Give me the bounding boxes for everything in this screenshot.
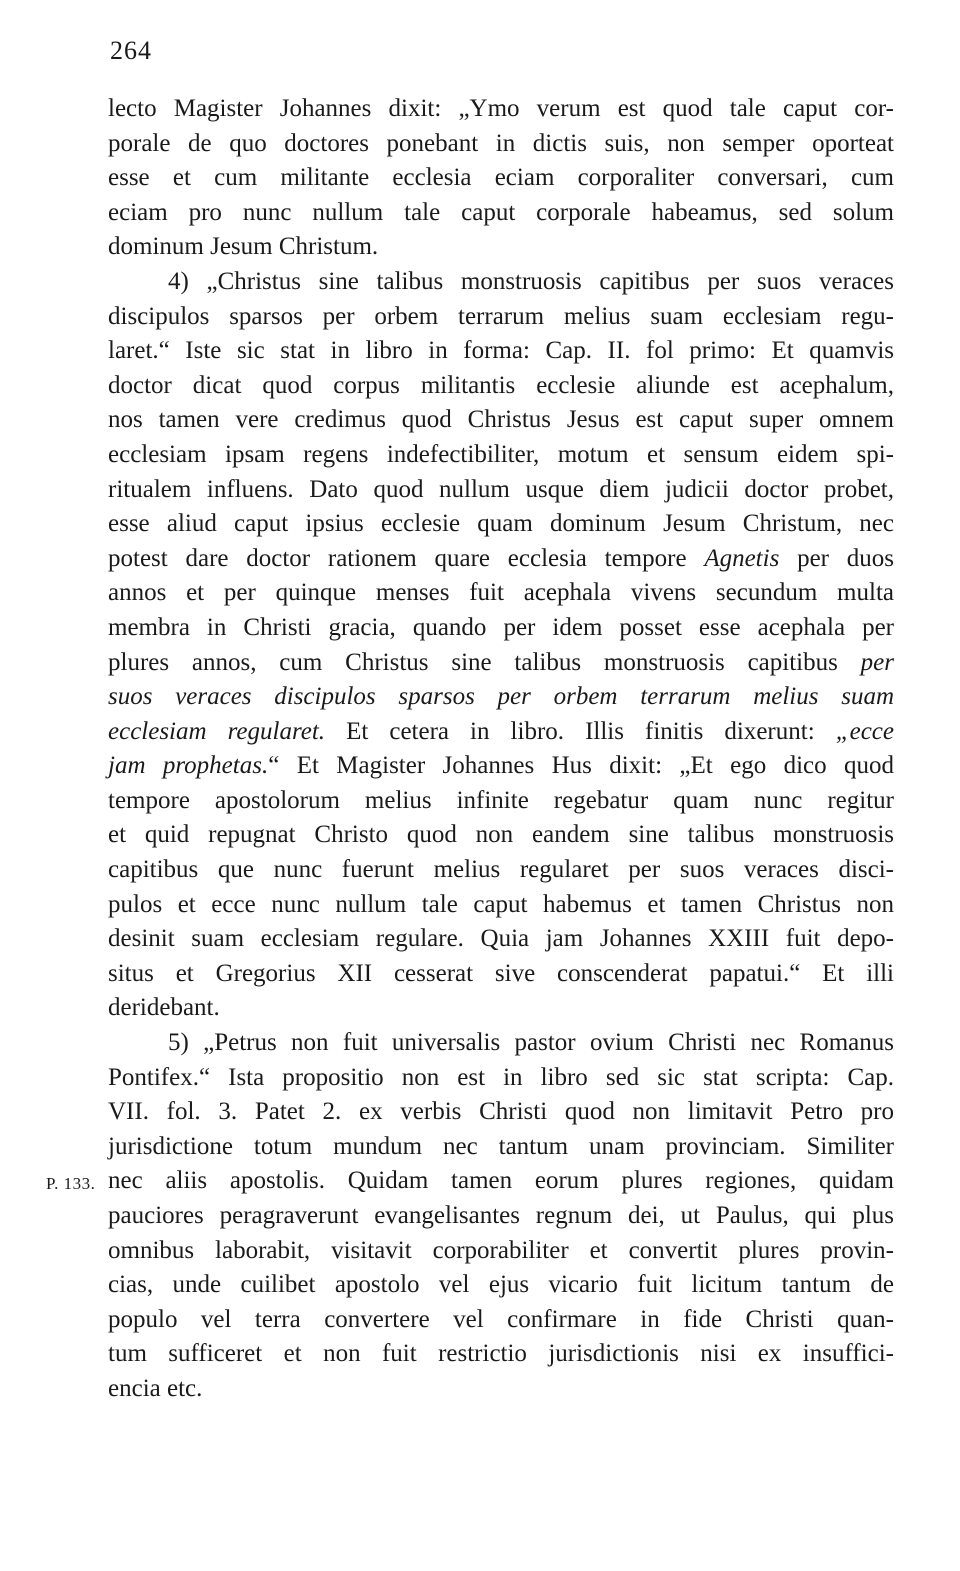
text-segment: desinit suam ecclesiam regulare. Quia jam Johannes XXIII fuit depo- [108,925,894,953]
text-line [108,1026,894,1061]
text-segment: Et cetera in libro. Illis finitis dixerunt: [325,717,836,745]
text-segment: tempore apostolorum melius infinite regebatur quam nunc regitur [108,786,894,814]
text-line [108,161,894,196]
page-number: 264 [110,36,152,65]
text-line [108,749,894,784]
text-line [108,646,894,681]
text-segment: per duos [779,544,894,572]
text-line [108,1268,894,1303]
text-line [108,991,894,1026]
text-line [108,957,894,992]
text-line [108,1337,894,1372]
text-segment: 4) „Christus sine talibus monstruosis capitibus per suos veraces [168,267,894,295]
italic-text: jam prophetas. [108,752,269,780]
text-line [108,542,894,577]
text-segment: omnibus laborabit, visitavit corporabiliter et convertit plures provin- [108,1236,894,1264]
text-line [108,1234,894,1269]
text-line [108,438,894,473]
text-segment: 5) „Petrus non fuit universalis pastor ovium Christi nec Romanus [168,1029,894,1057]
text-segment: cias, unde cuilibet apostolo vel ejus vicario fuit licitum tantum de [108,1271,894,1299]
text-segment: laret.“ Iste sic stat in libro in forma: Cap. II. fol primo: Et quamvis [108,337,894,365]
body-text [108,92,894,1407]
text-line [108,1164,894,1199]
italic-text: ecclesiam regularet. [108,717,326,745]
text-segment: ritualem influens. Dato quod nullum usque diem judicii doctor probet, [108,475,894,503]
text-line [108,853,894,888]
italic-text: per [860,648,894,676]
text-line [108,576,894,611]
text-line [108,611,894,646]
text-line [108,888,894,923]
text-line [108,230,894,265]
text-segment: plures annos, cum Christus sine talibus monstruosis capitibus [108,648,861,676]
text-segment: porale de quo doctores ponebant in dictis suis, non semper oporteat [108,129,894,157]
text-line [108,300,894,335]
text-line [108,1303,894,1338]
text-segment: encia etc. [108,1374,203,1402]
text-line [108,403,894,438]
italic-text: suos veraces discipulos sparsos per orbem terrarum melius suam [108,683,894,711]
text-segment: deridebant. [108,994,220,1022]
text-segment: annos et per quinque menses fuit acephala vivens secundum multa [108,579,894,607]
text-segment: pulos et ecce nunc nullum tale caput habemus et tamen Christus non [108,890,894,918]
text-segment: nec aliis apostolis. Quidam tamen eorum plures regiones, quidam [108,1167,894,1195]
text-segment: populo vel terra convertere vel confirmare in fide Christi quan- [108,1305,894,1333]
text-line [108,1130,894,1165]
text-segment: potest dare doctor rationem quare ecclesia tempore [108,544,705,572]
text-line [108,127,894,162]
text-line [108,369,894,404]
text-segment: nos tamen vere credimus quod Christus Jesus est caput super omnem [108,406,894,434]
text-segment: situs et Gregorius XII cesserat sive conscenderat papatui.“ Et illi [108,959,894,987]
italic-text: „ecce [835,717,894,745]
text-line [108,1095,894,1130]
text-line [108,473,894,508]
text-line [108,784,894,819]
text-segment: ecclesiam ipsam regens indefectibiliter, motum et sensum eidem spi- [108,440,894,468]
text-segment: capitibus que nunc fuerunt melius regularet per suos veraces disci- [108,856,894,884]
italic-text: Agnetis [704,544,780,572]
text-segment: membra in Christi gracia, quando per idem posset esse acephala per [108,613,894,641]
text-line [108,196,894,231]
text-line [108,922,894,957]
text-line [108,265,894,300]
text-segment: lecto Magister Johannes dixit: „Ymo verum est quod tale caput cor- [108,95,894,122]
text-line [108,1061,894,1096]
text-segment: esse aliud caput ipsius ecclesie quam dominum Jesum Christum, nec [108,510,894,538]
text-segment: et quid repugnat Christo quod non eandem sine talibus monstruosis [108,821,894,849]
text-segment: esse et cum militante ecclesia eciam corporaliter conversari, cum [108,164,894,192]
text-line [108,507,894,542]
text-segment: dominum Jesum Christum. [108,233,379,261]
text-line [108,334,894,369]
text-line [108,818,894,853]
text-segment: eciam pro nunc nullum tale caput corporale habeamus, sed solum [108,198,894,226]
text-segment: doctor dicat quod corpus militantis ecclesie aliunde est acephalum, [108,371,894,399]
text-line [108,92,894,127]
text-line [108,1372,894,1407]
text-segment: tum sufficeret et non fuit restrictio jurisdictionis nisi ex insuffici- [108,1340,894,1368]
text-segment: jurisdictione totum mundum nec tantum unam provinciam. Similiter [108,1132,894,1160]
text-segment: pauciores peragraverunt evangelisantes regnum dei, ut Paulus, qui plus [108,1202,894,1229]
text-segment: VII. fol. 3. Patet 2. ex verbis Christi quod non limitavit Petro pro [108,1098,894,1126]
text-line [108,1199,894,1234]
text-line [108,680,894,715]
margin-page-reference: P. 133. [46,1173,96,1193]
text-segment: “ Et Magister Johannes Hus dixit: „Et ego dico quod [268,752,894,780]
text-segment: Pontifex.“ Ista propositio non est in libro sed sic stat scripta: Cap. [108,1063,894,1091]
text-segment: discipulos sparsos per orbem terrarum melius suam ecclesiam regu- [108,302,894,330]
text-line [108,715,894,750]
